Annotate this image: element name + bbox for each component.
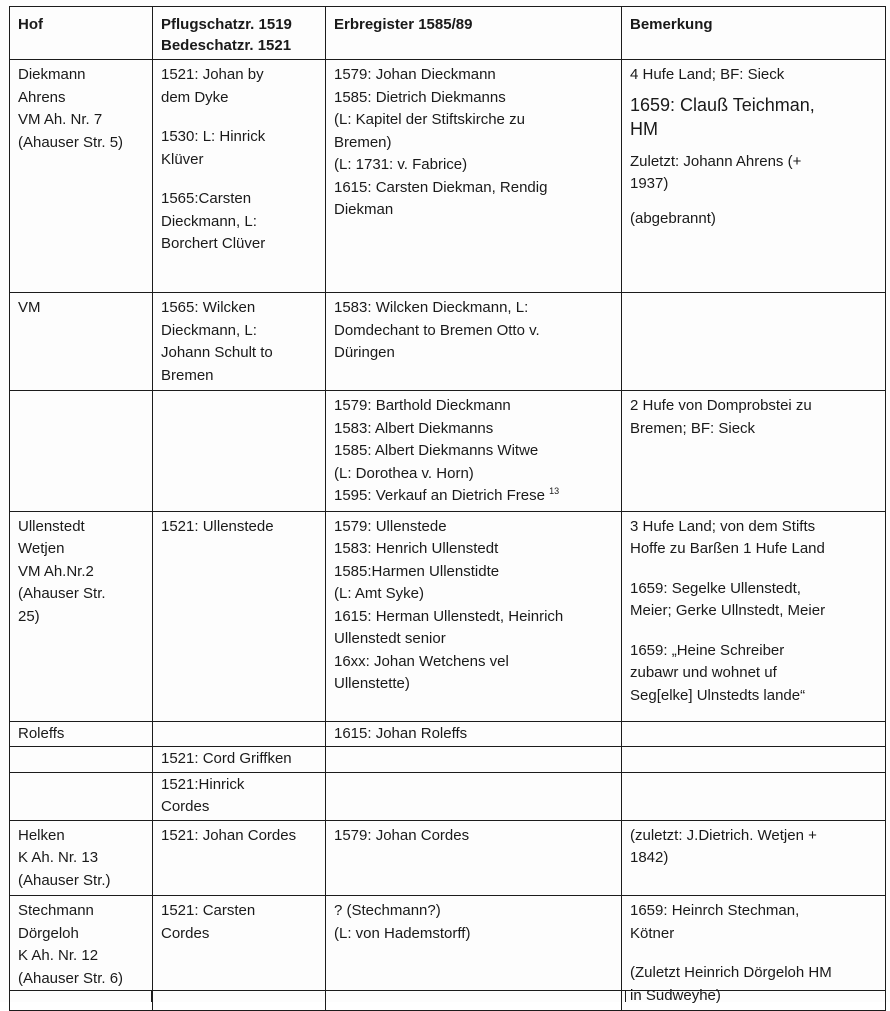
next-row-divider bbox=[625, 990, 626, 1002]
erb-cell bbox=[326, 772, 622, 820]
header-bemerkung: Bemerkung bbox=[622, 7, 886, 60]
pflug-cell: 1521: Johan Cordes bbox=[153, 820, 326, 896]
hof-cell: Ullenstedt Wetjen VM Ah.Nr.2 (Ahauser Str. 25) bbox=[10, 511, 153, 721]
bem-cell bbox=[622, 747, 886, 773]
bem-cell bbox=[622, 772, 886, 820]
erb-cell: 1579: Johan Dieckmann 1585: Dietrich Diekmanns (L: Kapitel der Stiftskirche zu Bremen) (L: 1731: v. Fabrice) 1615: Carsten Diekman, Rendig Diekman bbox=[326, 60, 622, 293]
table-row bbox=[10, 60, 886, 293]
next-row-border bbox=[9, 990, 885, 1003]
hof-cell bbox=[10, 391, 153, 512]
pflug-cell: 1565: Wilcken Dieckmann, L: Johann Schult to Bremen bbox=[153, 293, 326, 391]
table-row bbox=[10, 747, 886, 773]
table-row bbox=[10, 820, 886, 896]
erb-cell: 1583: Wilcken Dieckmann, L: Domdechant to Bremen Otto v. Düringen bbox=[326, 293, 622, 391]
erb-last-entry: 1595: Verkauf an Dietrich Frese bbox=[334, 487, 545, 504]
hof-cell: Helken K Ah. Nr. 13 (Ahauser Str.) bbox=[10, 820, 153, 896]
hof-cell bbox=[10, 772, 153, 820]
header-hof: Hof bbox=[10, 7, 153, 60]
footnote-marker: 13 bbox=[549, 486, 560, 496]
table-row bbox=[10, 511, 886, 721]
header-erbregister: Erbregister 1585/89 bbox=[326, 7, 622, 60]
pflug-cell: 1521:Hinrick Cordes bbox=[153, 772, 326, 820]
header-row bbox=[10, 7, 886, 60]
hof-cell: Stechmann Dörgeloh K Ah. Nr. 12 (Ahauser Str. 6) bbox=[10, 896, 153, 1011]
bem-cell: 2 Hufe von Domprobstei zu Bremen; BF: Sieck bbox=[622, 391, 886, 512]
pflug-cell: 1521: Carsten Cordes bbox=[153, 896, 326, 1011]
pflug-cell: 1521: Johan by dem Dyke 1530: L: Hinrick Klüver 1565:Carsten Dieckmann, L: Borchert Clüver bbox=[153, 60, 326, 293]
erb-cell: 1615: Johan Roleffs bbox=[326, 721, 622, 747]
bem-cell bbox=[622, 721, 886, 747]
bem-cell bbox=[622, 293, 886, 391]
pflug-cell bbox=[153, 391, 326, 512]
pflug-cell: 1521: Ullenstede bbox=[153, 511, 326, 721]
table-row bbox=[10, 391, 886, 512]
hof-cell: Diekmann Ahrens VM Ah. Nr. 7 (Ahauser Str. 5) bbox=[10, 60, 153, 293]
hof-cell: Roleffs bbox=[10, 721, 153, 747]
erb-cell: 1579: Ullenstede 1583: Henrich Ullenstedt 1585:Harmen Ullenstidte (L: Amt Syke) 1615: Herman Ullenstedt, Heinrich Ullenstedt senior 16xx: Johan Wetchens vel Ullenstette) bbox=[326, 511, 622, 721]
erb-cell: 1579: Barthold Dieckmann 1583: Albert Diekmanns 1585: Albert Diekmanns Witwe (L: Dorothea v. Horn) 1595: Verkauf an Dietrich Frese $^{13}$ bbox=[326, 391, 622, 512]
table-row bbox=[10, 772, 886, 820]
header-pflugschatz: Pflugschatzr. 1519 Bedeschatzr. 1521 bbox=[153, 7, 326, 60]
hof-cell: VM bbox=[10, 293, 153, 391]
hof-table bbox=[9, 6, 886, 1011]
bem-cell: (zuletzt: J.Dietrich. Wetjen + 1842) bbox=[622, 820, 886, 896]
hof-cell bbox=[10, 747, 153, 773]
pflug-cell: 1521: Cord Griffken bbox=[153, 747, 326, 773]
bem-cell: 4 Hufe Land; BF: Sieck 1659: Clauß Teichman, HM Zuletzt: Johann Ahrens (+ 1937) (abgebrannt) bbox=[622, 60, 886, 293]
erb-cell: 1579: Johan Cordes bbox=[326, 820, 622, 896]
table-row bbox=[10, 293, 886, 391]
bem-cell: 3 Hufe Land; von dem Stifts Hoffe zu Barßen 1 Hufe Land 1659: Segelke Ullenstedt, Meier; Gerke Ullnstedt, Meier 1659: „Heine Schreiber zubawr und wohnet uf Seg[elke] Ulnstedts lande“ bbox=[622, 511, 886, 721]
pflug-cell bbox=[153, 721, 326, 747]
erb-cell bbox=[326, 747, 622, 773]
erb-cell: ? (Stechmann?) (L: von Hademstorff) bbox=[326, 896, 622, 1011]
table-row bbox=[10, 721, 886, 747]
next-row-divider bbox=[151, 990, 152, 1002]
bem-cell: 1659: Heinrch Stechman, Kötner (Zuletzt Heinrich Dörgeloh HM in Sudweyhe) bbox=[622, 896, 886, 1011]
